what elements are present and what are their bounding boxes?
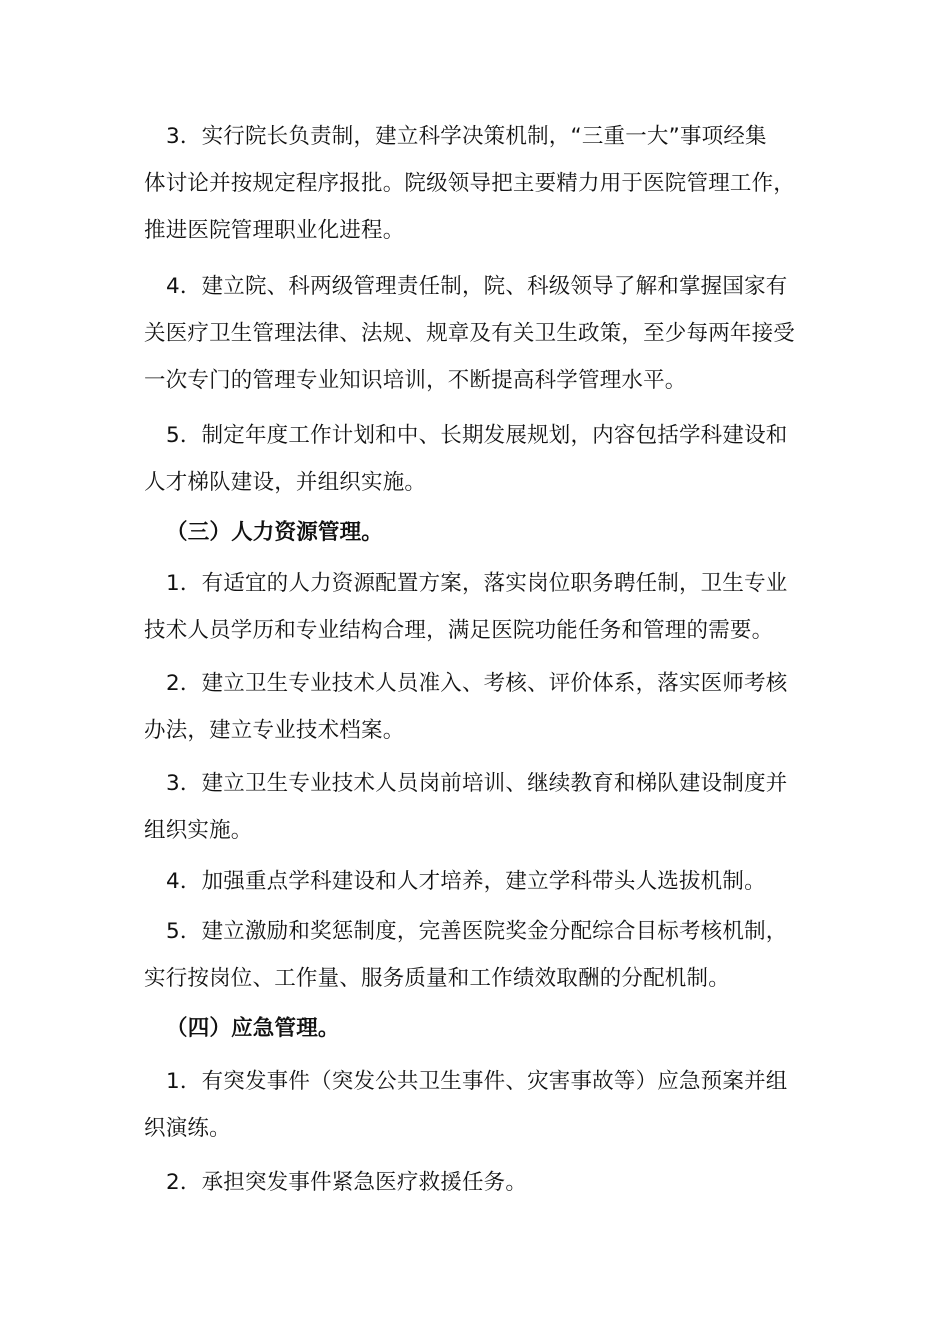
text-line: 一次专门的管理专业知识培训，不断提高科学管理水平。 (144, 368, 687, 393)
paragraph-item-3-responsibility (144, 113, 808, 254)
text-line: 人才梯队建设，并组织实施。 (144, 470, 427, 495)
text-line: 织演练。 (144, 1116, 231, 1141)
text-line: 5．制定年度工作计划和中、长期发展规划，内容包括学科建设和 (166, 423, 788, 448)
text-line: 2．建立卫生专业技术人员准入、考核、评价体系，落实医师考核 (166, 671, 788, 696)
text-line: 办法，建立专业技术档案。 (144, 718, 405, 743)
section-heading-emergency (144, 1005, 808, 1052)
paragraph-hr-item-4 (144, 858, 808, 905)
text-line: 4．建立院、科两级管理责任制，院、科级领导了解和掌握国家有 (166, 274, 788, 299)
text-line: 1．有突发事件（突发公共卫生事件、灾害事故等）应急预案并组 (166, 1069, 788, 1094)
section-heading-human-resources (144, 509, 808, 556)
text-line: 3．实行院长负责制，建立科学决策机制，“三重一大”事项经集 (166, 124, 767, 149)
text-line: 组织实施。 (144, 818, 253, 843)
text-line: 1．有适宜的人力资源配置方案，落实岗位职务聘任制，卫生专业 (166, 571, 788, 596)
paragraph-emergency-item-2 (144, 1159, 808, 1206)
paragraph-hr-item-5 (144, 908, 808, 1002)
paragraph-emergency-item-1 (144, 1058, 808, 1152)
text-line: 关医疗卫生管理法律、法规、规章及有关卫生政策，至少每两年接受 (144, 321, 796, 346)
text-line: 4．加强重点学科建设和人才培养，建立学科带头人选拔机制。 (166, 869, 766, 894)
paragraph-item-5-planning (144, 412, 808, 506)
text-line: 体讨论并按规定程序报批。院级领导把主要精力用于医院管理工作， (144, 171, 796, 196)
paragraph-hr-item-1 (144, 560, 808, 654)
text-line: 3．建立卫生专业技术人员岗前培训、继续教育和梯队建设制度并 (166, 771, 788, 796)
paragraph-hr-item-2 (144, 660, 808, 754)
heading-text: （三）人力资源管理。 (166, 520, 384, 545)
text-line: 实行按岗位、工作量、服务质量和工作绩效取酬的分配机制。 (144, 966, 730, 991)
text-line: 5．建立激励和奖惩制度，完善医院奖金分配综合目标考核机制， (166, 919, 788, 944)
heading-text: （四）应急管理。 (166, 1016, 340, 1041)
text-line: 技术人员学历和专业结构合理，满足医院功能任务和管理的需要。 (144, 618, 774, 643)
paragraph-item-4-management (144, 263, 808, 404)
text-line: 推进医院管理职业化进程。 (144, 218, 405, 243)
paragraph-hr-item-3 (144, 760, 808, 854)
text-line: 2．承担突发事件紧急医疗救援任务。 (166, 1170, 528, 1195)
